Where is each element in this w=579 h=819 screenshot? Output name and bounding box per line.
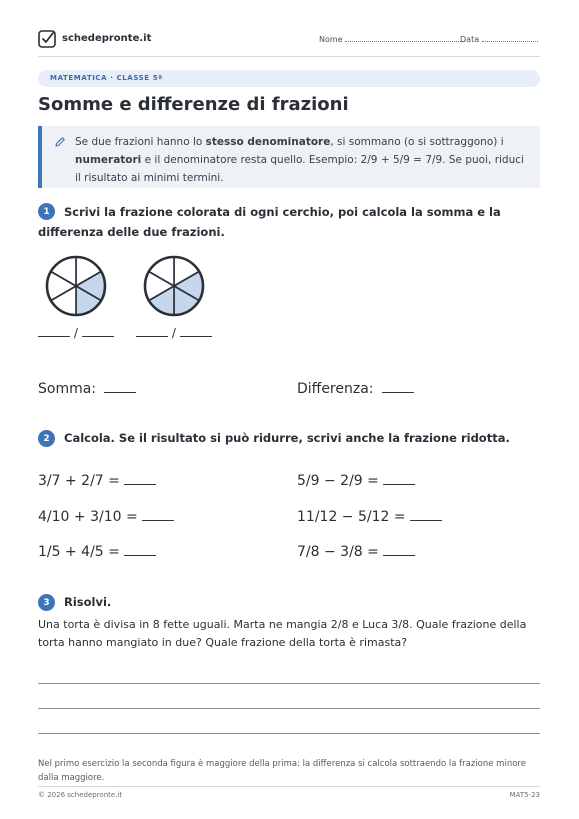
footer-copyright: © 2026 schedepronte.it (38, 791, 123, 799)
operation-left-2: 4/10 + 3/10 = (38, 509, 174, 525)
info-bold-denominator: stesso denominatore (205, 136, 331, 148)
sum-row (38, 381, 136, 397)
difference-label: Differenza: (297, 381, 374, 397)
operation-right-3: 7/8 − 3/8 = (297, 544, 415, 560)
name-line (345, 41, 465, 42)
checkbox-logo-icon (38, 30, 56, 48)
fraction-slash: / (171, 326, 176, 340)
footer-divider (38, 786, 540, 787)
numerator-blank[interactable] (38, 336, 70, 337)
header-divider (38, 56, 540, 57)
page-title: Somme e differenze di frazioni (38, 94, 349, 115)
denominator-blank[interactable] (180, 336, 212, 337)
denominator-blank[interactable] (82, 336, 114, 337)
exercise-1-heading: Scrivi la frazione colorata di ogni cerchio, poi calcola la somma e la differenza delle due frazioni. (38, 205, 501, 239)
operation-right-2: 11/12 − 5/12 = (297, 509, 442, 525)
answer-blank[interactable] (410, 520, 442, 521)
fraction-circle-2 (143, 255, 205, 317)
answer-blank[interactable] (124, 555, 156, 556)
operation-left-1: 3/7 + 2/7 = (38, 473, 156, 489)
fraction-slash: / (73, 326, 78, 340)
exercise-1-number: 1 (38, 203, 55, 220)
difference-blank[interactable] (382, 392, 414, 393)
exercise-3-heading: Risolvi. (64, 595, 112, 609)
date-field[interactable] (460, 35, 538, 44)
fraction-circle-1 (45, 255, 107, 317)
numerator-blank[interactable] (136, 336, 168, 337)
info-bold-numerators: numeratori (75, 154, 142, 166)
answer-line-2[interactable] (38, 708, 540, 709)
difference-row (297, 381, 414, 397)
operation-right-1: 5/9 − 2/9 = (297, 473, 415, 489)
answer-line-3[interactable] (38, 733, 540, 734)
brand-name: schedepronte.it (62, 33, 152, 44)
name-label: Nome (319, 35, 343, 44)
footer-code: MAT5-23 (509, 791, 540, 799)
name-field[interactable] (319, 35, 465, 44)
sum-blank[interactable] (104, 392, 136, 393)
exercise-3-number: 3 (38, 594, 55, 611)
exercise-2-heading: Calcola. Se il risultato si può ridurre, scrivi anche la frazione ridotta. (64, 431, 510, 445)
info-text: Se due frazioni hanno lo stesso denominatore, si sommano (o si sottraggono) i numeratori e il denominatore resta quello. Esempio: 2/9 + 5/9 = 7/9. Se puoi, riduci il risultato ai minimi termini. (75, 136, 524, 184)
teacher-note: Nel primo esercizio la seconda figura è maggiore della prima: la differenza si calcola sottraendo la frazione minore dalla maggiore. (38, 759, 526, 783)
pencil-icon (54, 136, 66, 148)
answer-blank[interactable] (383, 484, 415, 485)
operation-left-3: 1/5 + 4/5 = (38, 544, 156, 560)
exercise-2-number: 2 (38, 430, 55, 447)
subject-badge-text: MATEMATICA · CLASSE 5ª (50, 74, 163, 82)
fraction-answer-1[interactable] (38, 326, 114, 340)
date-line (482, 41, 538, 42)
sum-label: Somma: (38, 381, 97, 397)
fraction-answer-2[interactable] (136, 326, 212, 340)
answer-blank[interactable] (142, 520, 174, 521)
answer-line-1[interactable] (38, 683, 540, 684)
answer-blank[interactable] (383, 555, 415, 556)
date-label: Data (460, 35, 480, 44)
exercise-3-text: Una torta è divisa in 8 fette uguali. Marta ne mangia 2/8 e Luca 3/8. Quale frazione della torta hanno mangiato in due? Quale frazione della torta è rimasta? (38, 618, 527, 649)
answer-blank[interactable] (124, 484, 156, 485)
